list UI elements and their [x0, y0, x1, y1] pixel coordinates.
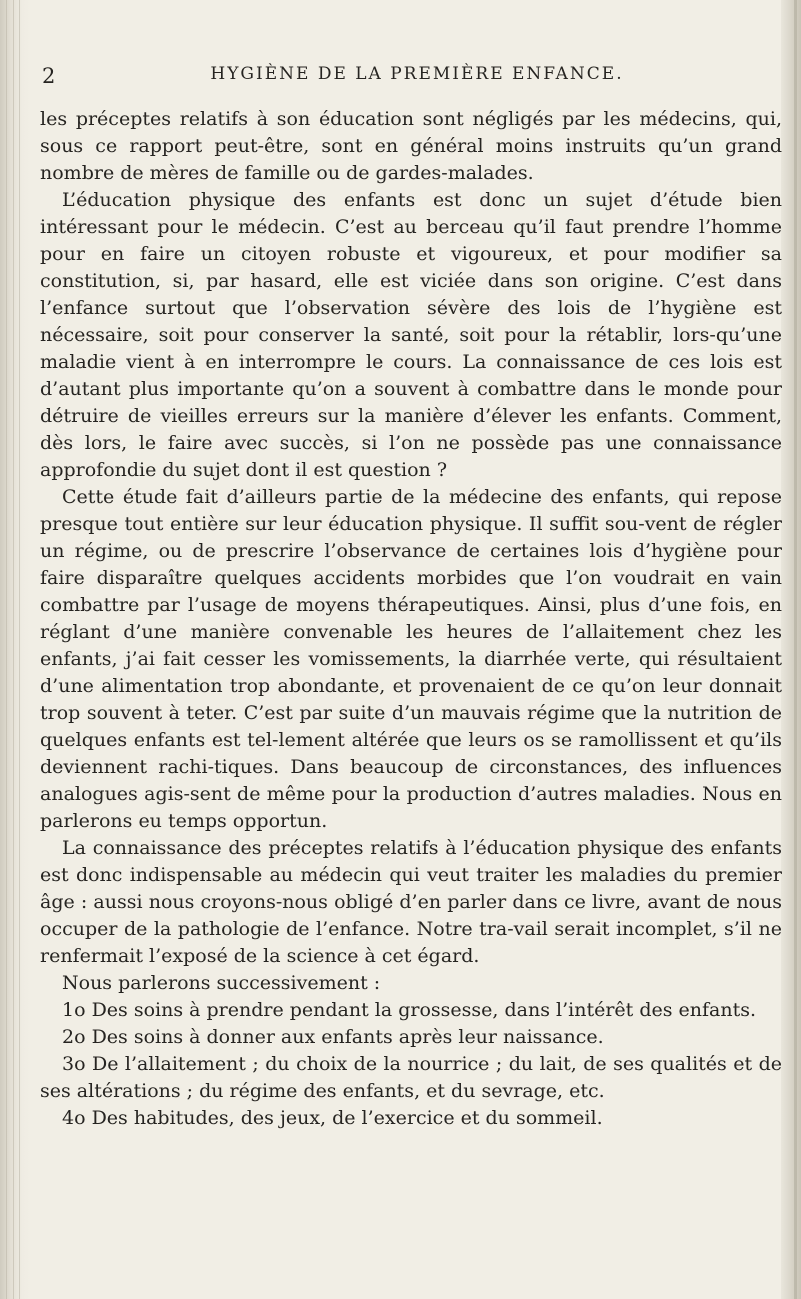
paragraph: Cette étude fait d’ailleurs partie de la médecine des enfants, qui repose presque tout entière sur leur éducation physique. Il suffit sou-vent de régler un régime, ou de prescrire l’observance de certaines lois d’hygiène pour faire disparaître quelques accidents morbides que l’on voudrait en vain combattre par l’usage de moyens thérapeutiques. Ainsi, plus d’une fois, en réglant d’une manière convenable les heures de l’allaitement chez les enfants, j’ai fait cesser les vomissements, la diarrhée verte, qui résultaient d’une alimentation trop abondante, et provenaient de ce qu’on leur donnait trop souvent à teter. C’est par suite d’un mauvais régime que la nutrition de quelques enfants est tel-lement altérée que leurs os se ramollissent et qu’ils deviennent rachi-tiques. Dans beaucoup de circonstances, des influences analogues agis-sent de même pour la production d’autres maladies. Nous en parlerons eu temps opportun.	[40, 486, 782, 832]
paragraph: La connaissance des préceptes relatifs à l’éducation physique des enfants est donc indispensable au médecin qui veut traiter les maladies du premier âge : aussi nous croyons-nous obligé d’en parler dans ce livre, avant de nous occuper de la pathologie de l’enfance. Notre tra-vail serait incomplet, s’il ne renfermait l’exposé de la science à cet égard.	[40, 837, 782, 967]
page-number: 2	[42, 64, 56, 88]
book-page	[40, 58, 782, 1132]
paragraph-continuation: les préceptes relatifs à son éducation sont négligés par les médecins, qui, sous ce rapport peut-être, sont en général moins instruits qu’un grand nombre de mères de famille ou de gardes-malades.	[40, 108, 782, 184]
book-gutter-shadow	[0, 0, 30, 1299]
list-intro: Nous parlerons successivement :	[62, 972, 381, 994]
list-item: 3o De l’allaitement ; du choix de la nourrice ; du lait, de ses qualités et de ses altérations ; du régime des enfants, et du sevrage, etc.	[40, 1053, 782, 1102]
gutter-streak	[6, 0, 7, 1299]
gutter-streak	[13, 0, 14, 1299]
gutter-streak	[19, 0, 20, 1299]
page-edge-shadow	[781, 0, 801, 1299]
page-edge-band	[794, 0, 797, 1299]
paragraph: L’éducation physique des enfants est donc un sujet d’étude bien intéressant pour le médecin. C’est au berceau qu’il faut prendre l’homme pour en faire un citoyen robuste et vigoureux, et pour modifier sa constitution, si, par hasard, elle est viciée dans son origine. C’est dans l’enfance surtout que l’observation sévère des lois de l’hygiène est nécessaire, soit pour conserver la santé, soit pour la rétablir, lors-qu’une maladie vient à en interrompre le cours. La connaissance de ces lois est d’autant plus importante qu’on a souvent à combattre dans le monde pour détruire de vieilles erreurs sur la manière d’élever les enfants. Comment, dès lors, le faire avec succès, si l’on ne possède pas une connaissance approfondie du sujet dont il est question ?	[40, 189, 782, 481]
list-item: 2o Des soins à donner aux enfants après leur naissance.	[62, 1026, 604, 1048]
body-text	[40, 106, 782, 1132]
page-header	[40, 58, 782, 92]
list-item: 4o Des habitudes, des jeux, de l’exercice et du sommeil.	[62, 1107, 603, 1129]
list-item: 1o Des soins à prendre pendant la grossesse, dans l’intérêt des enfants.	[62, 999, 757, 1021]
running-head: HYGIÈNE DE LA PREMIÈRE ENFANCE.	[210, 64, 624, 84]
